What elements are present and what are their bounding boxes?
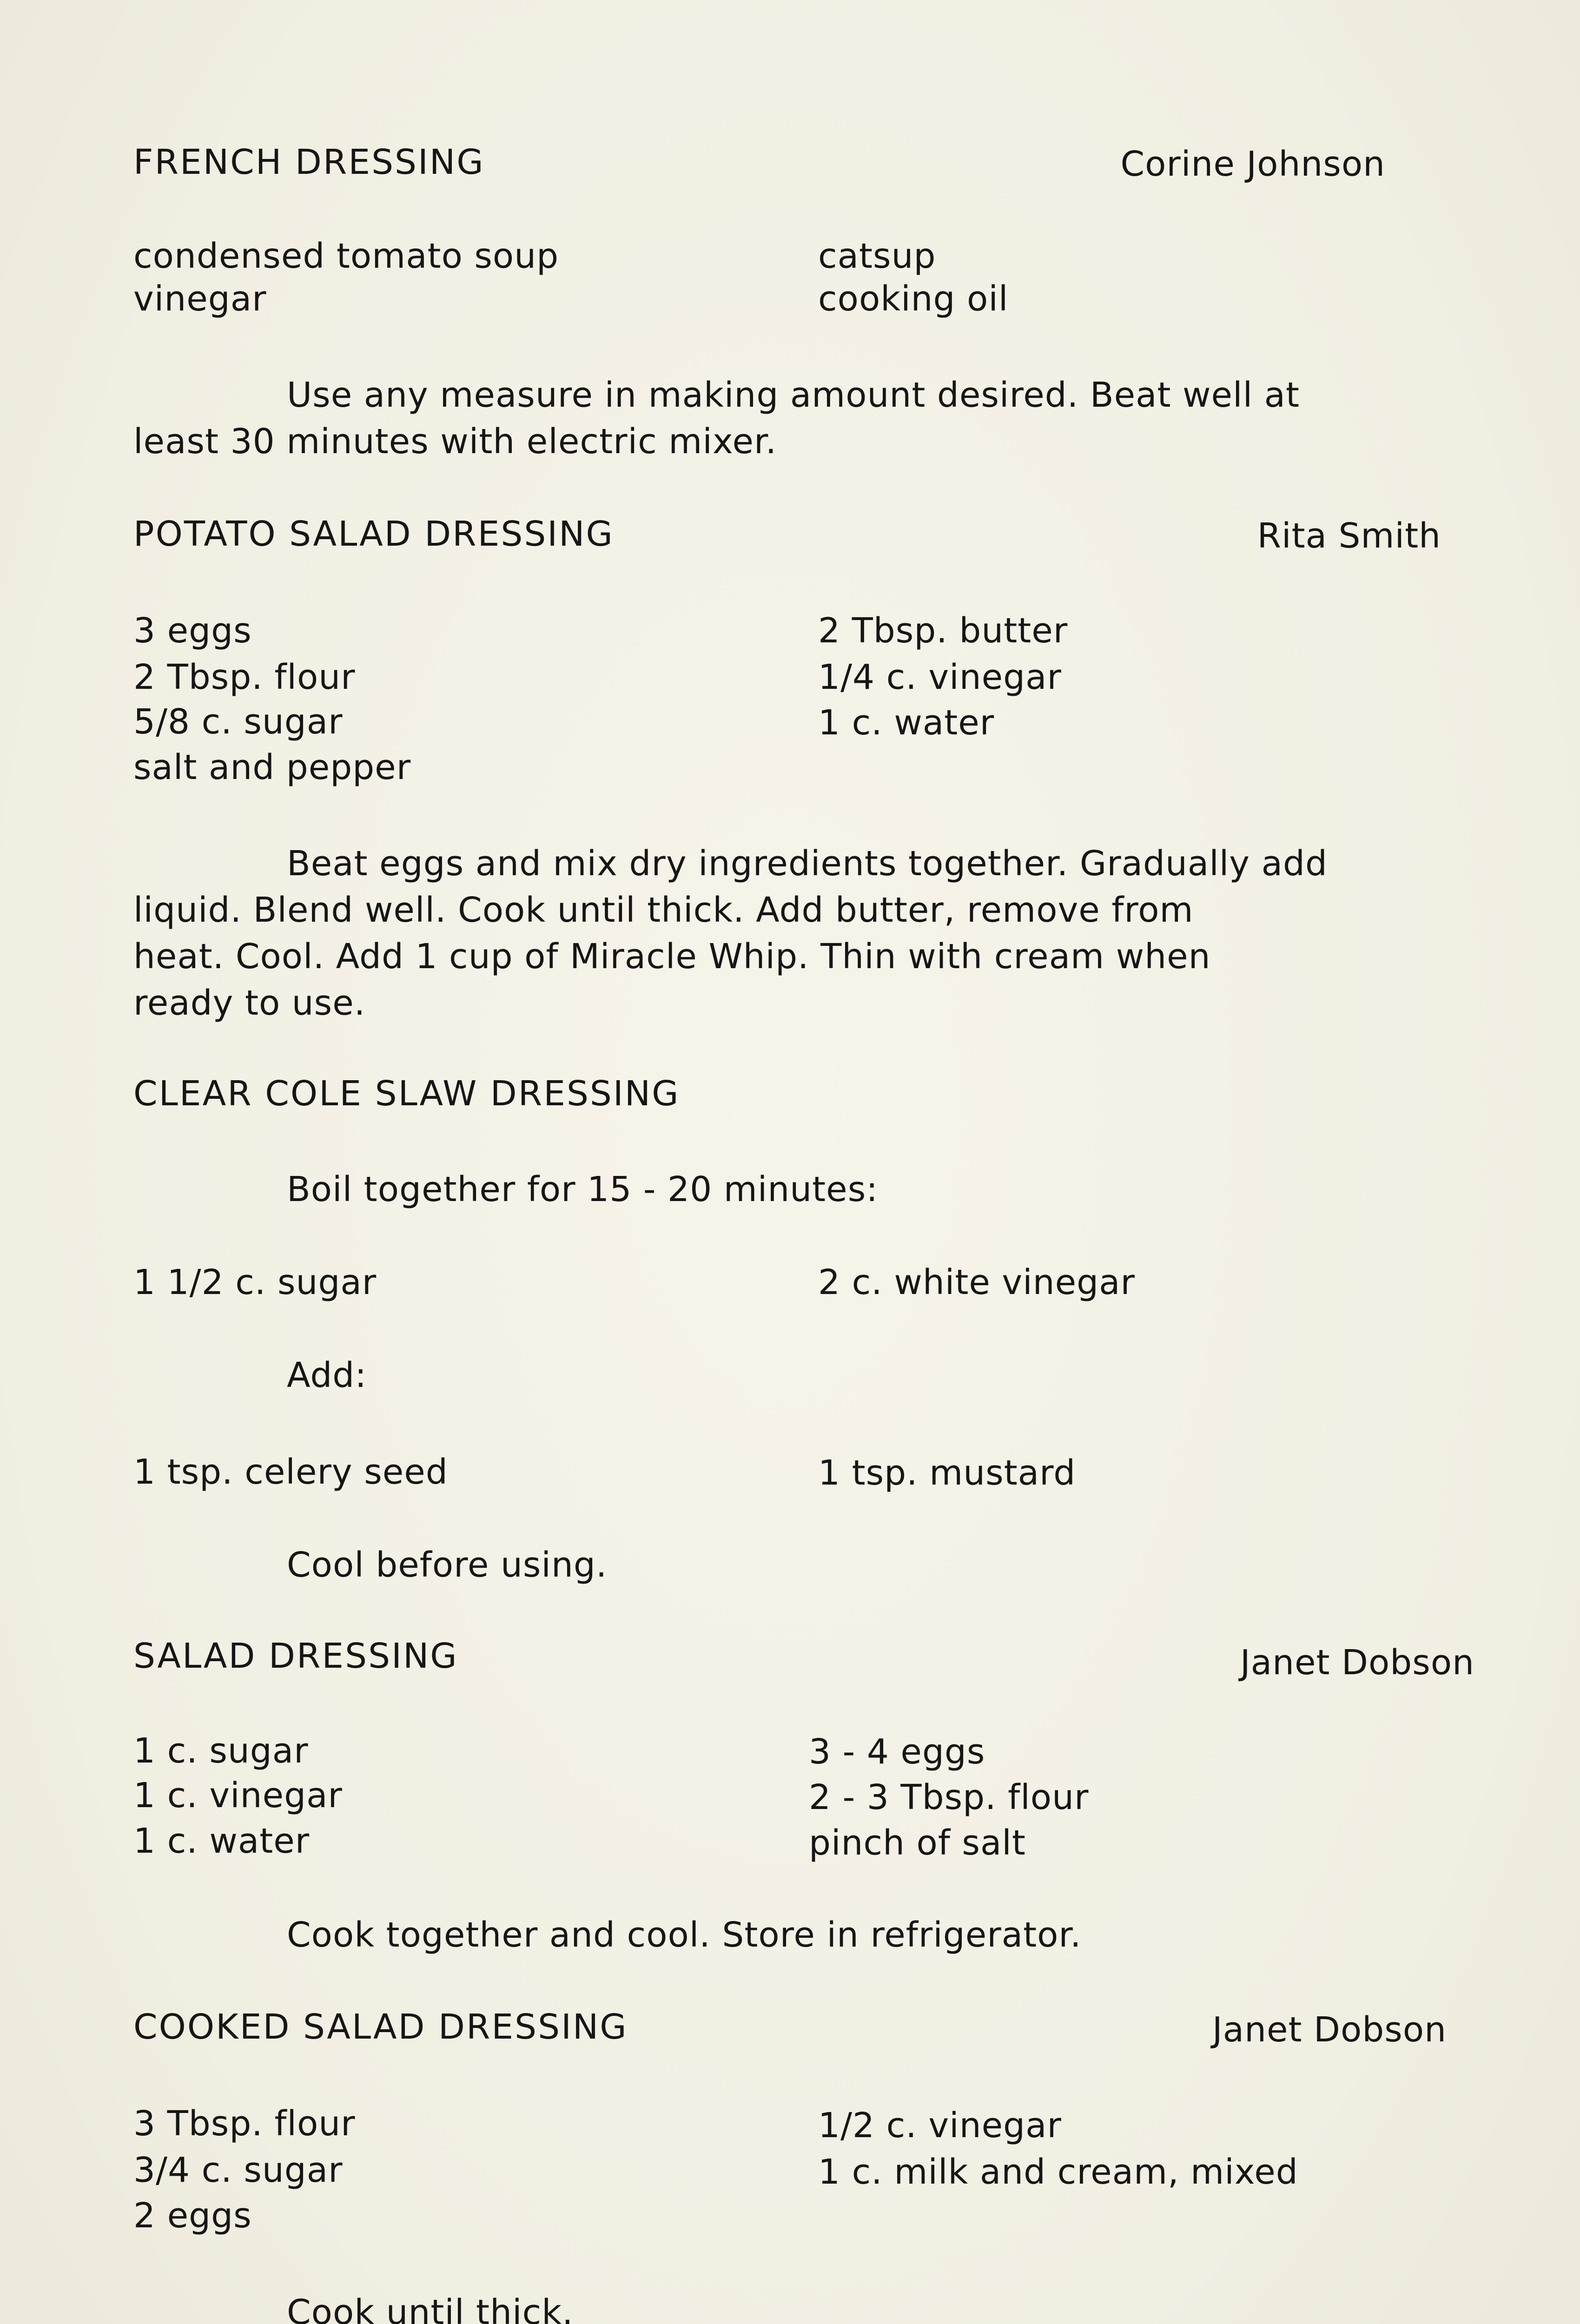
recipe-title-potato-salad-dressing: POTATO SALAD DRESSING bbox=[133, 514, 614, 554]
ingredient: 2 Tbsp. flour bbox=[133, 657, 356, 697]
directions-line: least 30 minutes with electric mixer. bbox=[133, 422, 777, 462]
recipe-instruction: Add: bbox=[287, 1355, 367, 1395]
directions-line: liquid. Blend well. Cook until thick. Add butter, remove from bbox=[133, 890, 1194, 930]
directions-line: Use any measure in making amount desired. Beat well at bbox=[287, 375, 1300, 415]
ingredient: 1/2 c. vinegar bbox=[818, 2106, 1062, 2146]
recipe-instruction: Cook together and cool. Store in refrigerator. bbox=[287, 1915, 1082, 1955]
ingredient: pinch of salt bbox=[809, 1823, 1026, 1863]
ingredient: 1 c. vinegar bbox=[133, 1776, 343, 1816]
ingredient: 1 c. sugar bbox=[133, 1731, 309, 1771]
ingredient: 1 1/2 c. sugar bbox=[133, 1262, 377, 1302]
recipe-author-potato-salad-dressing: Rita Smith bbox=[1257, 516, 1441, 556]
recipe-instruction: Cool before using. bbox=[287, 1545, 608, 1585]
recipe-directions-french-dressing bbox=[133, 372, 1300, 465]
recipe-title-cooked-salad-dressing: COOKED SALAD DRESSING bbox=[133, 2007, 628, 2047]
directions-line: ready to use. bbox=[133, 983, 366, 1023]
ingredient: salt and pepper bbox=[133, 747, 411, 787]
ingredient: 1 tsp. mustard bbox=[818, 1453, 1076, 1493]
recipe-author-salad-dressing: Janet Dobson bbox=[1240, 1643, 1474, 1683]
ingredient: cooking oil bbox=[818, 279, 1009, 319]
ingredient: catsup bbox=[818, 236, 936, 276]
ingredient: 5/8 c. sugar bbox=[133, 702, 343, 742]
recipe-directions-potato-salad-dressing bbox=[133, 840, 1328, 1026]
ingredient: 2 eggs bbox=[133, 2196, 252, 2236]
recipe-author-french-dressing: Corine Johnson bbox=[1120, 144, 1385, 184]
ingredient: 1 c. milk and cream, mixed bbox=[818, 2152, 1298, 2192]
ingredient: vinegar bbox=[133, 279, 267, 319]
recipe-title-salad-dressing: SALAD DRESSING bbox=[133, 1636, 458, 1676]
ingredient: 2 - 3 Tbsp. flour bbox=[809, 1777, 1089, 1817]
ingredient: 1 c. water bbox=[133, 1821, 310, 1861]
ingredient: 3 eggs bbox=[133, 611, 252, 651]
ingredient: condensed tomato soup bbox=[133, 236, 559, 276]
ingredient: 3 - 4 eggs bbox=[809, 1732, 985, 1772]
ingredient: 3/4 c. sugar bbox=[133, 2150, 343, 2190]
ingredient: 2 Tbsp. butter bbox=[818, 611, 1068, 651]
directions-line: heat. Cool. Add 1 cup of Miracle Whip. Thin with cream when bbox=[133, 937, 1211, 977]
ingredient: 1 tsp. celery seed bbox=[133, 1452, 448, 1492]
recipe-instruction: Cook until thick. bbox=[287, 2292, 574, 2324]
recipe-title-clear-cole-slaw-dressing: CLEAR COLE SLAW DRESSING bbox=[133, 1074, 680, 1114]
ingredient: 2 c. white vinegar bbox=[818, 1262, 1135, 1302]
ingredient: 1 c. water bbox=[818, 703, 995, 743]
ingredient: 1/4 c. vinegar bbox=[818, 657, 1062, 697]
directions-line: Beat eggs and mix dry ingredients together. Gradually add bbox=[287, 844, 1328, 884]
ingredient: 3 Tbsp. flour bbox=[133, 2104, 356, 2144]
recipe-author-cooked-salad-dressing: Janet Dobson bbox=[1212, 2010, 1447, 2050]
recipe-instruction: Boil together for 15 - 20 minutes: bbox=[287, 1169, 879, 1209]
recipe-title-french-dressing: FRENCH DRESSING bbox=[133, 142, 485, 182]
